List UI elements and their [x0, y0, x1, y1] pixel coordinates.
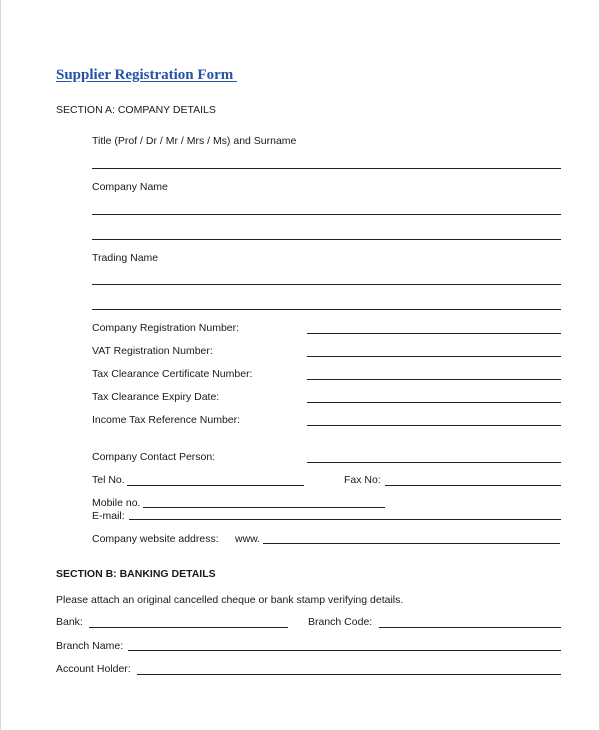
branch-name-field[interactable] — [128, 650, 561, 651]
email-field[interactable] — [129, 519, 561, 520]
branch-code-label: Branch Code: — [308, 616, 373, 628]
mobile-field[interactable] — [143, 507, 385, 508]
vat-registration-label: VAT Registration Number: — [92, 345, 213, 357]
section-b-heading: SECTION B: BANKING DETAILS — [56, 568, 216, 580]
form-title: Supplier Registration Form — [56, 67, 237, 83]
tax-clearance-field[interactable] — [307, 379, 561, 380]
website-label: Company website address: — [92, 533, 219, 545]
mobile-label: Mobile no. — [92, 497, 141, 509]
tax-clearance-label: Tax Clearance Certificate Number: — [92, 368, 253, 380]
tel-label: Tel No. — [92, 474, 125, 486]
account-holder-field[interactable] — [137, 674, 561, 675]
bank-label: Bank: — [56, 616, 83, 628]
account-holder-label: Account Holder: — [56, 663, 131, 675]
contact-person-label: Company Contact Person: — [92, 451, 216, 463]
tax-clearance-expiry-label: Tax Clearance Expiry Date: — [92, 391, 220, 403]
branch-name-label: Branch Name: — [56, 640, 124, 652]
branch-code-field[interactable] — [379, 627, 561, 628]
title-surname-field[interactable] — [92, 168, 561, 169]
banking-instruction: Please attach an original cancelled cheque or bank stamp verifying details. — [56, 594, 404, 606]
income-tax-label: Income Tax Reference Number: — [92, 414, 241, 426]
contact-person-field[interactable] — [307, 462, 561, 463]
trading-name-label: Trading Name — [92, 252, 159, 264]
fax-label: Fax No: — [344, 474, 381, 486]
fax-field[interactable] — [385, 485, 561, 486]
bank-field[interactable] — [89, 627, 288, 628]
vat-registration-field[interactable] — [307, 356, 561, 357]
website-field[interactable] — [263, 543, 560, 544]
trading-name-field[interactable] — [92, 284, 561, 285]
company-name-field[interactable] — [92, 214, 561, 215]
income-tax-field[interactable] — [307, 425, 561, 426]
company-registration-field[interactable] — [307, 333, 561, 334]
trading-name-field-2[interactable] — [92, 309, 561, 310]
company-name-field-2[interactable] — [92, 239, 561, 240]
website-prefix: www. — [235, 533, 261, 545]
email-label: E-mail: — [92, 510, 125, 522]
tax-clearance-expiry-field[interactable] — [307, 402, 561, 403]
company-name-label: Company Name — [92, 181, 168, 193]
section-a-heading: SECTION A: COMPANY DETAILS — [56, 104, 216, 116]
company-registration-label: Company Registration Number: — [92, 322, 240, 334]
tel-field[interactable] — [127, 485, 304, 486]
title-surname-label: Title (Prof / Dr / Mr / Mrs / Ms) and Surname — [92, 135, 297, 147]
